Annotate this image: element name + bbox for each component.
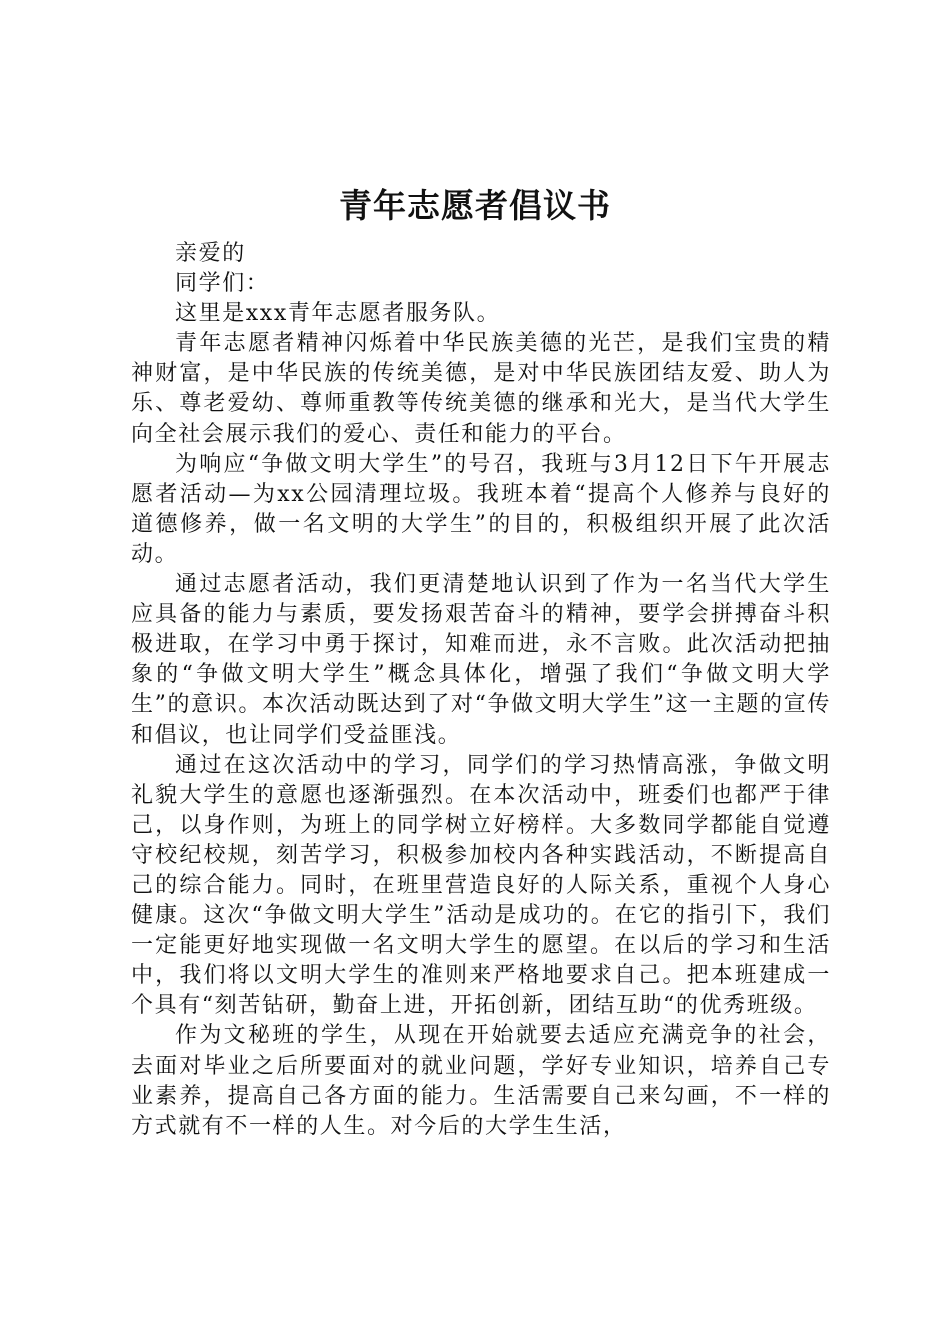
body-paragraph: 作为文秘班的学生，从现在开始就要去适应充满竞争的社会，去面对毕业之后所要面对的就业问题，学好专业知识，培养自己专业素养，提高自己各方面的能力。生活需要自己来勾画，不一样的方式就有不一样的人生。对今后的大学生生活， <box>131 1023 831 1139</box>
document-title: 青年志愿者倡议书 <box>339 186 611 225</box>
intro-paragraph: 这里是xxx青年志愿者服务队。 <box>175 301 501 327</box>
document-body <box>131 239 831 1142</box>
body-paragraph: 为响应“争做文明大学生”的号召，我班与3月12日下午开展志愿者活动—为xx公园清理垃圾。我班本着“提高个人修养与良好的道德修养，做一名文明的大学生”的目的，积极组织开展了此次活动。 <box>131 451 831 567</box>
body-paragraph: 青年志愿者精神闪烁着中华民族美德的光芒，是我们宝贵的精神财富，是中华民族的传统美德，是对中华民族团结友爱、助人为乐、尊老爱幼、尊师重教等传统美德的继承和光大，是当代大学生向全社会展示我们的爱心、责任和能力的平台。 <box>131 331 831 447</box>
salutation-line: 同学们： <box>175 271 270 297</box>
body-paragraph: 通过在这次活动中的学习，同学们的学习热情高涨，争做文明礼貌大学生的意愿也逐渐强烈。在本次活动中，班委们也都严于律己，以身作则，为班上的同学树立好榜样。大多数同学都能自觉遵守校纪校规，刻苦学习，积极参加校内各种实践活动，不断提高自己的综合能力。同时，在班里营造良好的人际关系，重视个人身心健康。这次“争做文明大学生”活动是成功的。在它的指引下，我们一定能更好地实现做一名文明大学生的愿望。在以后的学习和生活中，我们将以文明大学生的准则来严格地要求自己。把本班建成一个具有“刻苦钻研，勤奋上进，开拓创新，团结互助“的优秀班级。 <box>131 752 831 1019</box>
body-paragraph: 通过志愿者活动，我们更清楚地认识到了作为一名当代大学生应具备的能力与素质，要发扬艰苦奋斗的精神，要学会拼搏奋斗积极进取，在学习中勇于探讨，知难而进，永不言败。此次活动把抽象的“争做文明大学生”概念具体化，增强了我们“争做文明大学生”的意识。本次活动既达到了对“争做文明大学生”这一主题的宣传和倡议，也让同学们受益匪浅。 <box>131 572 831 748</box>
greeting-line: 亲爱的 <box>175 241 246 266</box>
